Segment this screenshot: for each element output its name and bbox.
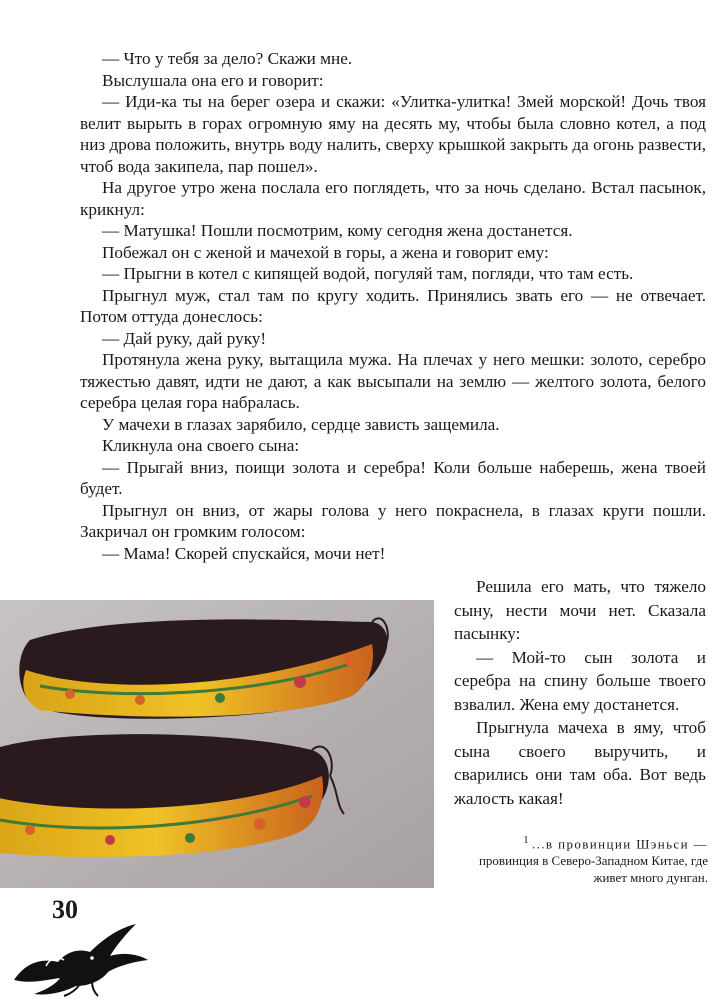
bird-icon	[6, 918, 156, 998]
paragraph: Кликнула она своего сына:	[102, 436, 300, 455]
paragraph: — Матушка! Пошли посмотрим, кому сегодня жена достанется.	[102, 221, 573, 240]
paragraph: На другое утро жена послала его поглядеть, что за ночь сделано. Встал пасынок, крикнул:	[80, 178, 706, 219]
main-text	[80, 48, 706, 564]
paragraph: — Дай руку, дай руку!	[102, 328, 267, 348]
paragraph: Выслушала она его и говорит:	[102, 70, 324, 90]
paragraph: — Мама! Скорей спускайся, мочи нет!	[102, 543, 386, 563]
paragraph: Побежал он с женой и мачехой в горы, а жена и говорит ему:	[102, 242, 549, 262]
paragraph: У мачехи в глазах зарябило, сердце зависть защемила.	[102, 414, 500, 434]
paragraph: Прыгнул он вниз, от жары голова у него покраснела, в глазах круги пошли. Закричал он громким голосом:	[80, 500, 706, 541]
paragraph: — Иди-ка ты на берег озера и скажи: «Улитка-улитка! Змей морской! Дочь твоя велит вырыть в горах огромную яму на десять му, чтобы была словно котел, а под низ дрова положить, внутрь воду налить, сверху крышкой закрыть да огонь развести, чтоб вода закипела, пар пошел».	[80, 92, 706, 176]
footnote	[452, 832, 708, 886]
paragraph: Протянула жена руку, вытащила мужа. На плечах у него мешки: золото, серебро тяжестью давят, идти не дают, а как высыпали на землю — желтого золота, белого серебра целая гора набралась.	[80, 350, 706, 412]
page-number: 30	[52, 895, 78, 924]
paragraph: — Мой-то сын золота и серебра на спину больше твоего взвалил. Жена ему достанется.	[454, 647, 706, 714]
paragraph: — Прыгай вниз, поищи золота и серебра! Коли больше наберешь, жена твоей будет.	[80, 457, 706, 498]
paragraph: Прыгнул муж, стал там по кругу ходить. Принялись звать его — не отвечает. Потом оттуда донеслось:	[80, 285, 706, 326]
paragraph: — Что у тебя за дело? Скажи мне.	[102, 49, 353, 68]
footnote-marker: 1	[523, 834, 529, 846]
footnote-body: провинция в Северо-Западном Китае, где живет много дунган.	[478, 853, 708, 886]
paragraph: — Прыгни в котел с кипящей водой, погуляй там, погляди, что там есть.	[102, 264, 634, 283]
paragraph: Прыгнула мачеха в яму, чтоб сына своего выручить, и сварились они там оба. Вот ведь жалость какая!	[454, 718, 706, 808]
footnote-head: ...в провинции Шэньси —	[531, 836, 708, 852]
embroidered-shoes-photo	[0, 600, 434, 888]
shoes-image	[0, 600, 434, 888]
paragraph: Решила его мать, что тяжело сыну, нести мочи нет. Сказала пасынку:	[454, 577, 706, 643]
side-text	[454, 575, 706, 810]
